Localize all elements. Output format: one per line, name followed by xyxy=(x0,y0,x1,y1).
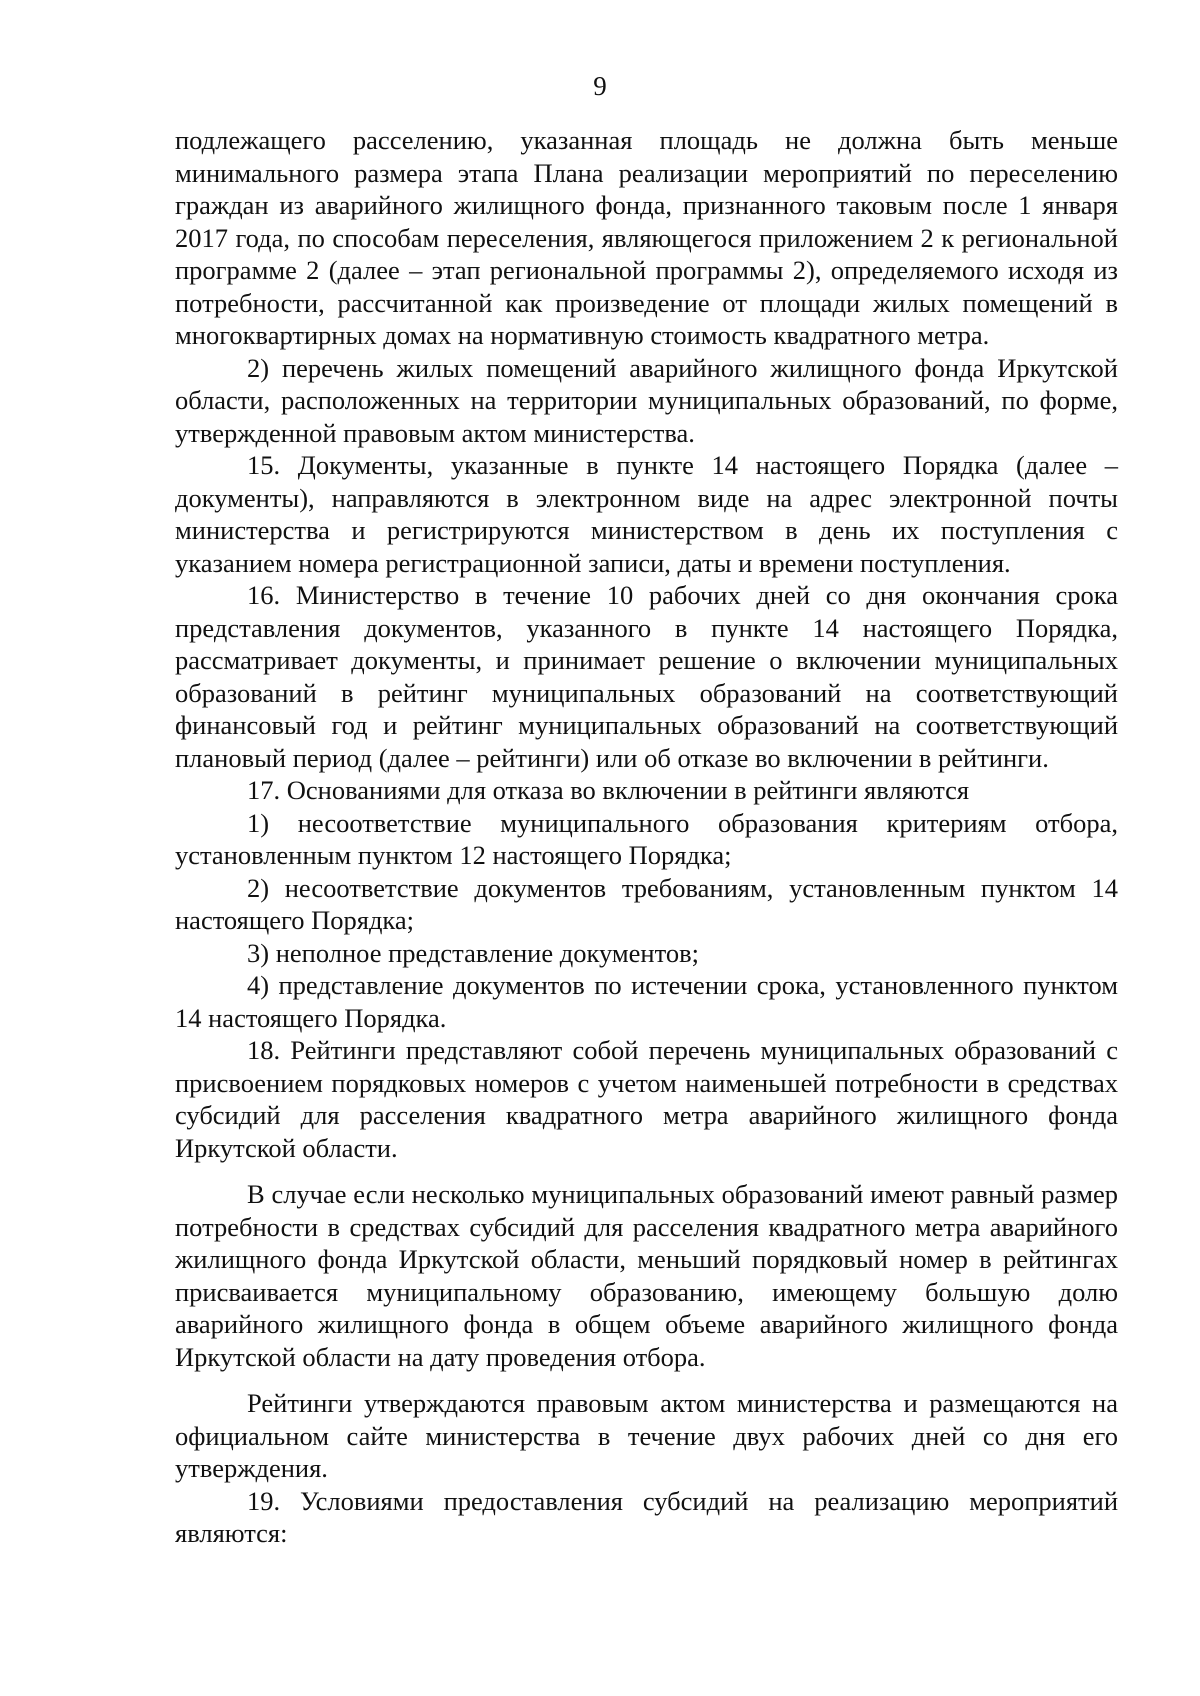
paragraph-continuation: подлежащего расселению, указанная площадь не должна быть меньше минимального размера этапа Плана реализации мероприятий по переселению граждан из аварийного жилищного фонда, признанного таковым после 1 января 2017 года, по способам переселения, являющегося приложением 2 к региональной программе 2 (далее – этап региональной программы 2), определяемого исходя из потребности, рассчитанной как произведение от площади жилых помещений в многоквартирных домах на нормативную стоимость квадратного метра. xyxy=(175,125,1118,350)
paragraph-clause-17-item-2: 2) несоответствие документов требованиям, установленным пунктом 14 настоящего Порядка; xyxy=(175,872,1118,935)
paragraph-clause-16: 16. Министерство в течение 10 рабочих дней со дня окончания срока представления документов, указанного в пункте 14 настоящего Порядка, рассматривает документы, и принимает решение о включении муниципальных образований в рейтинг муниципальных образований на соответствующий финансовый год и рейтинг муниципальных образований на соответствующий плановый период (далее – рейтинги) или об отказе во включении в рейтинги. xyxy=(175,580,1118,773)
paragraph-clause-17-item-3: 3) неполное представление документов; xyxy=(247,937,699,968)
paragraph-clause-17: 17. Основаниями для отказа во включении в рейтинги являются xyxy=(247,775,970,805)
paragraph-clause-19: 19. Условиями предоставления субсидий на реализацию мероприятий являются: xyxy=(175,1485,1118,1548)
paragraph-clause-15: 15. Документы, указанные в пункте 14 настоящего Порядка (далее – документы), направляются в электронном виде на адрес электронной почты министерства и регистрируются министерством в день их поступления с указанием номера регистрационной записи, даты и времени поступления. xyxy=(175,450,1118,578)
document-body xyxy=(175,124,1118,1550)
page-number: 9 xyxy=(593,71,607,101)
paragraph-clause-17-item-1: 1) несоответствие муниципального образования критериям отбора, установленным пунктом 12 настоящего Порядка; xyxy=(175,807,1118,870)
paragraph-clause-17-item-4: 4) представление документов по истечении срока, установленного пунктом 14 настоящего Порядка. xyxy=(175,970,1118,1033)
paragraph-ratings-approval: Рейтинги утверждаются правовым актом министерства и размещаются на официальном сайте министерства в течение двух рабочих дней со дня его утверждения. xyxy=(175,1388,1118,1483)
paragraph-clause-18: 18. Рейтинги представляют собой перечень муниципальных образований с присвоением порядковых номеров с учетом наименьшей потребности в средствах субсидий для расселения квадратного метра аварийного жилищного фонда Иркутской области. xyxy=(175,1035,1118,1163)
paragraph-list-item-2: 2) перечень жилых помещений аварийного жилищного фонда Иркутской области, расположенных на территории муниципальных образований, по форме, утвержденной правовым актом министерства. xyxy=(175,352,1118,448)
paragraph-equal-need-rule: В случае если несколько муниципальных образований имеют равный размер потребности в средствах субсидий для расселения квадратного метра аварийного жилищного фонда Иркутской области, меньший порядковый номер в рейтингах присваивается муниципальному образованию, имеющему большую долю аварийного жилищного фонда в общем объеме аварийного жилищного фонда Иркутской области на дату проведения отбора. xyxy=(175,1179,1118,1372)
